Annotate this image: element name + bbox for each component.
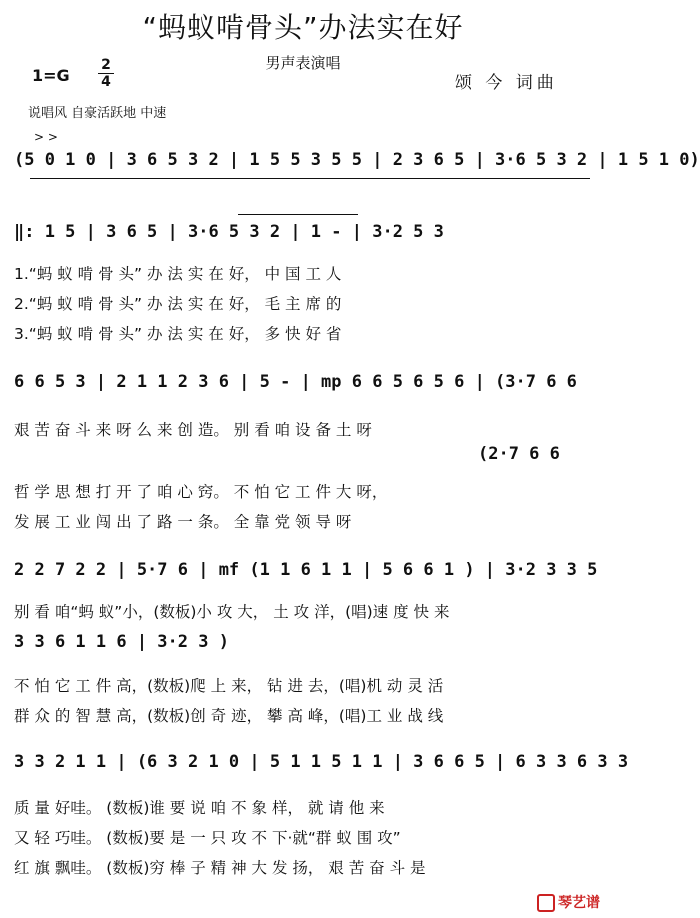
notation-line-1: ‖: 1 5 | 3 6 5 | 3·6 5 3 2 | 1 - | 3·2 5 3: [14, 222, 444, 242]
notation-line-2: 6 6 5 3 | 2 1 1 2 3 6 | 5 - | mp 6 6 5 6 5 6 | (3·7 6 6: [14, 372, 577, 392]
time-signature: [98, 58, 114, 89]
lyric-line-2: 艰 苦 奋 斗 来 呀 么 来 创 造。 别 看 咱 设 备 土 呀: [14, 421, 372, 439]
lyric-verse-2-line-2: 哲 学 思 想 打 开 了 咱 心 窍。 不 怕 它 工 件 大 呀，: [14, 483, 388, 501]
accent-marks: > >: [34, 130, 58, 144]
song-subtitle: 男声表演唱: [265, 54, 341, 72]
time-signature-bottom: 4: [101, 74, 111, 90]
site-logo: [537, 892, 600, 912]
lyric-verse-1-line-5: 质 量 好哇。 (数板)谁 要 说 咱 不 象 样， 就 请 他 来: [14, 799, 385, 817]
notation-line-5: 3 3 2 1 1 | (6 3 2 1 0 | 5 1 1 5 1 1 | 3 6 6 5 | 6 3 3 6 3 3: [14, 752, 629, 772]
lyric-verse-2-line-4: 不 怕 它 工 件 高，(数板)爬 上 来， 钻 进 去，(唱)机 动 灵 活: [14, 677, 444, 695]
notation-alt-ending: (2·7 6 6: [478, 444, 560, 464]
lyric-verse-3-line-5: 红 旗 飘哇。 (数板)穷 棒 子 精 神 大 发 扬， 艰 苦 奋 斗 是: [14, 859, 426, 877]
lyric-verse-2-line-5: 又 轻 巧哇。 (数板)要 是 一 只 攻 不 下·就“群 蚁 围 攻”: [14, 829, 401, 847]
lyric-verse-3-line-4: 群 众 的 智 慧 高，(数板)创 奇 迹， 攀 高 峰，(唱)工 业 战 线: [14, 707, 444, 725]
notation-line-intro: (5 0 1 0 | 3 6 5 3 2 | 1 5 5 3 5 5 | 2 3 6 5 | 3·6 5 3 2 | 1 5 1 0): [14, 150, 700, 170]
logo-text: 琴艺谱: [558, 895, 600, 911]
time-signature-top: 2: [101, 57, 111, 73]
lyric-verse-3-line-2: 发 展 工 业 闯 出 了 路 一 条。 全 靠 党 领 导 呀: [14, 513, 352, 531]
author-credit: 颂 今 词曲: [455, 73, 558, 93]
tempo-marking: 说唱风 自豪活跃地 中速: [28, 106, 167, 121]
logo-icon: [537, 894, 555, 912]
song-title: “蚂蚁啃骨头”办法实在好: [142, 11, 464, 44]
lyric-verse-3-line-1: 3.“蚂 蚁 啃 骨 头” 办 法 实 在 好， 多 快 好 省: [14, 325, 342, 343]
lyric-line-3: 别 看 咱“蚂 蚁”小，(数板)小 攻 大， 土 攻 洋，(唱)速 度 快 来: [14, 603, 450, 621]
notation-line-4: 3 3 6 1 1 6 | 3·2 3 ): [14, 632, 229, 652]
key-signature: 1=G: [32, 66, 70, 85]
notation-line-3: 2 2 7 2 2 | 5·7 6 | mf (1 1 6 1 1 | 5 6 6 1 ) | 3·2 3 3 5: [14, 560, 598, 580]
lyric-verse-1-line-1: 1.“蚂 蚁 啃 骨 头” 办 法 实 在 好， 中 国 工 人: [14, 265, 342, 283]
lyric-verse-2-line-1: 2.“蚂 蚁 啃 骨 头” 办 法 实 在 好， 毛 主 席 的: [14, 295, 342, 313]
